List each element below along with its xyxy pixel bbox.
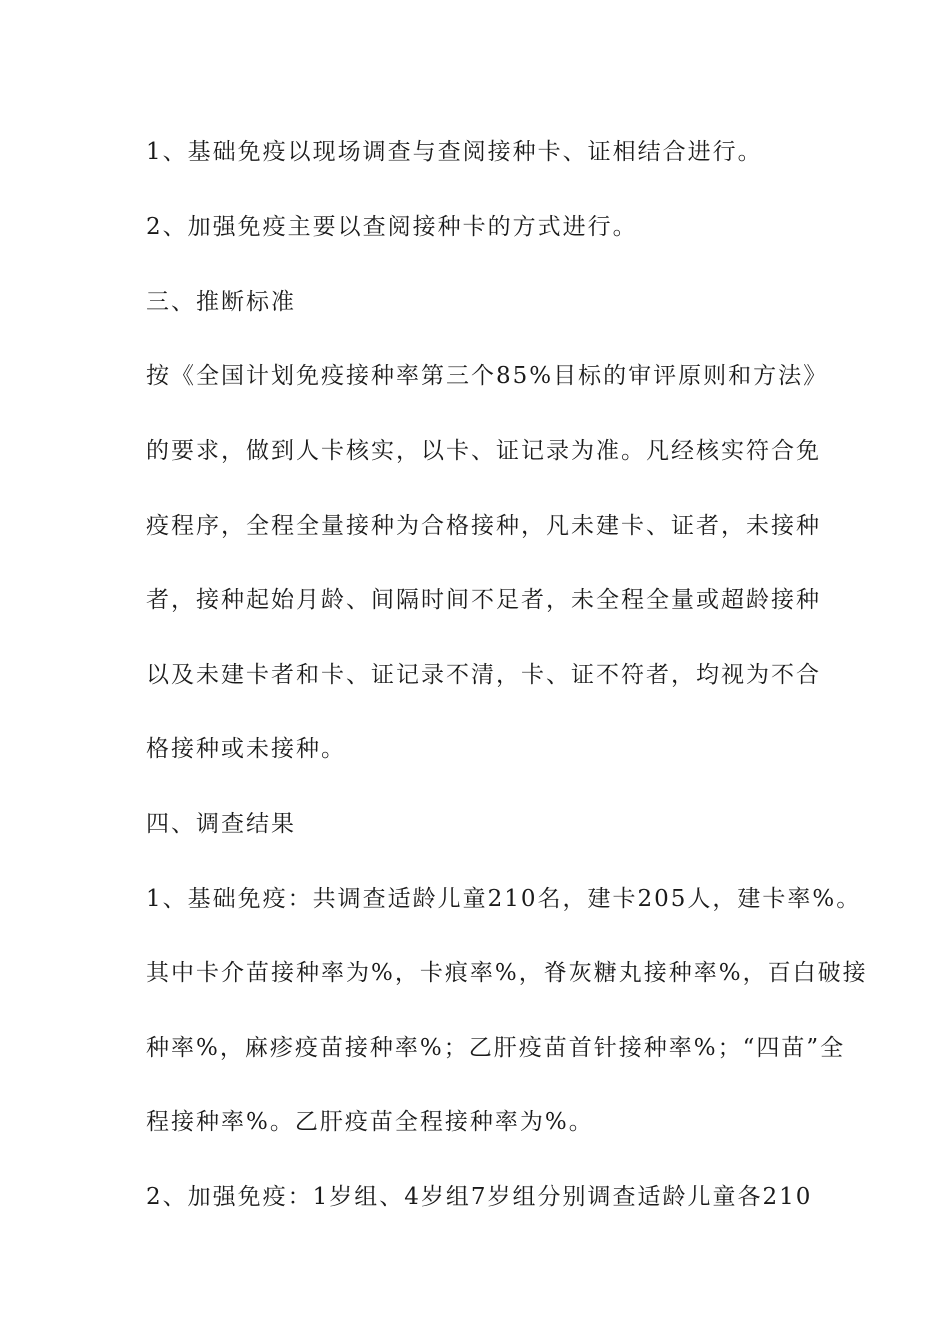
- text-line: 种率%，麻疹疫苗接种率%；乙肝疫苗首针接种率%；“四苗”全: [146, 1035, 846, 1061]
- text-line: 程接种率%。乙肝疫苗全程接种率为%。: [146, 1109, 594, 1135]
- text-line: 2、加强免疫：1岁组、4岁组7岁组分别调查适龄儿童各210: [146, 1184, 813, 1210]
- text-line: 的要求，做到人卡核实，以卡、证记录为准。凡经核实符合免: [146, 438, 821, 464]
- text-line: 疫程序，全程全量接种为合格接种，凡未建卡、证者，未接种: [146, 513, 821, 539]
- text-line: 格接种或未接种。: [146, 736, 346, 762]
- text-line: 其中卡介苗接种率为%，卡痕率%，脊灰糖丸接种率%，百白破接: [146, 960, 868, 986]
- text-line: 按《全国计划免疫接种率第三个85%目标的审评原则和方法》: [146, 363, 829, 389]
- section-heading: 三、推断标准: [146, 289, 296, 315]
- section-heading: 四、调查结果: [146, 811, 296, 837]
- text-line: 者，接种起始月龄、间隔时间不足者，未全程全量或超龄接种: [146, 587, 821, 613]
- text-line: 2、加强免疫主要以查阅接种卡的方式进行。: [146, 214, 638, 240]
- text-line: 以及未建卡者和卡、证记录不清，卡、证不符者，均视为不合: [146, 662, 821, 688]
- text-line: 1、基础免疫以现场调查与查阅接种卡、证相结合进行。: [146, 139, 763, 165]
- text-line: 1、基础免疫：共调查适龄儿童210名，建卡205人，建卡率%。: [146, 886, 862, 912]
